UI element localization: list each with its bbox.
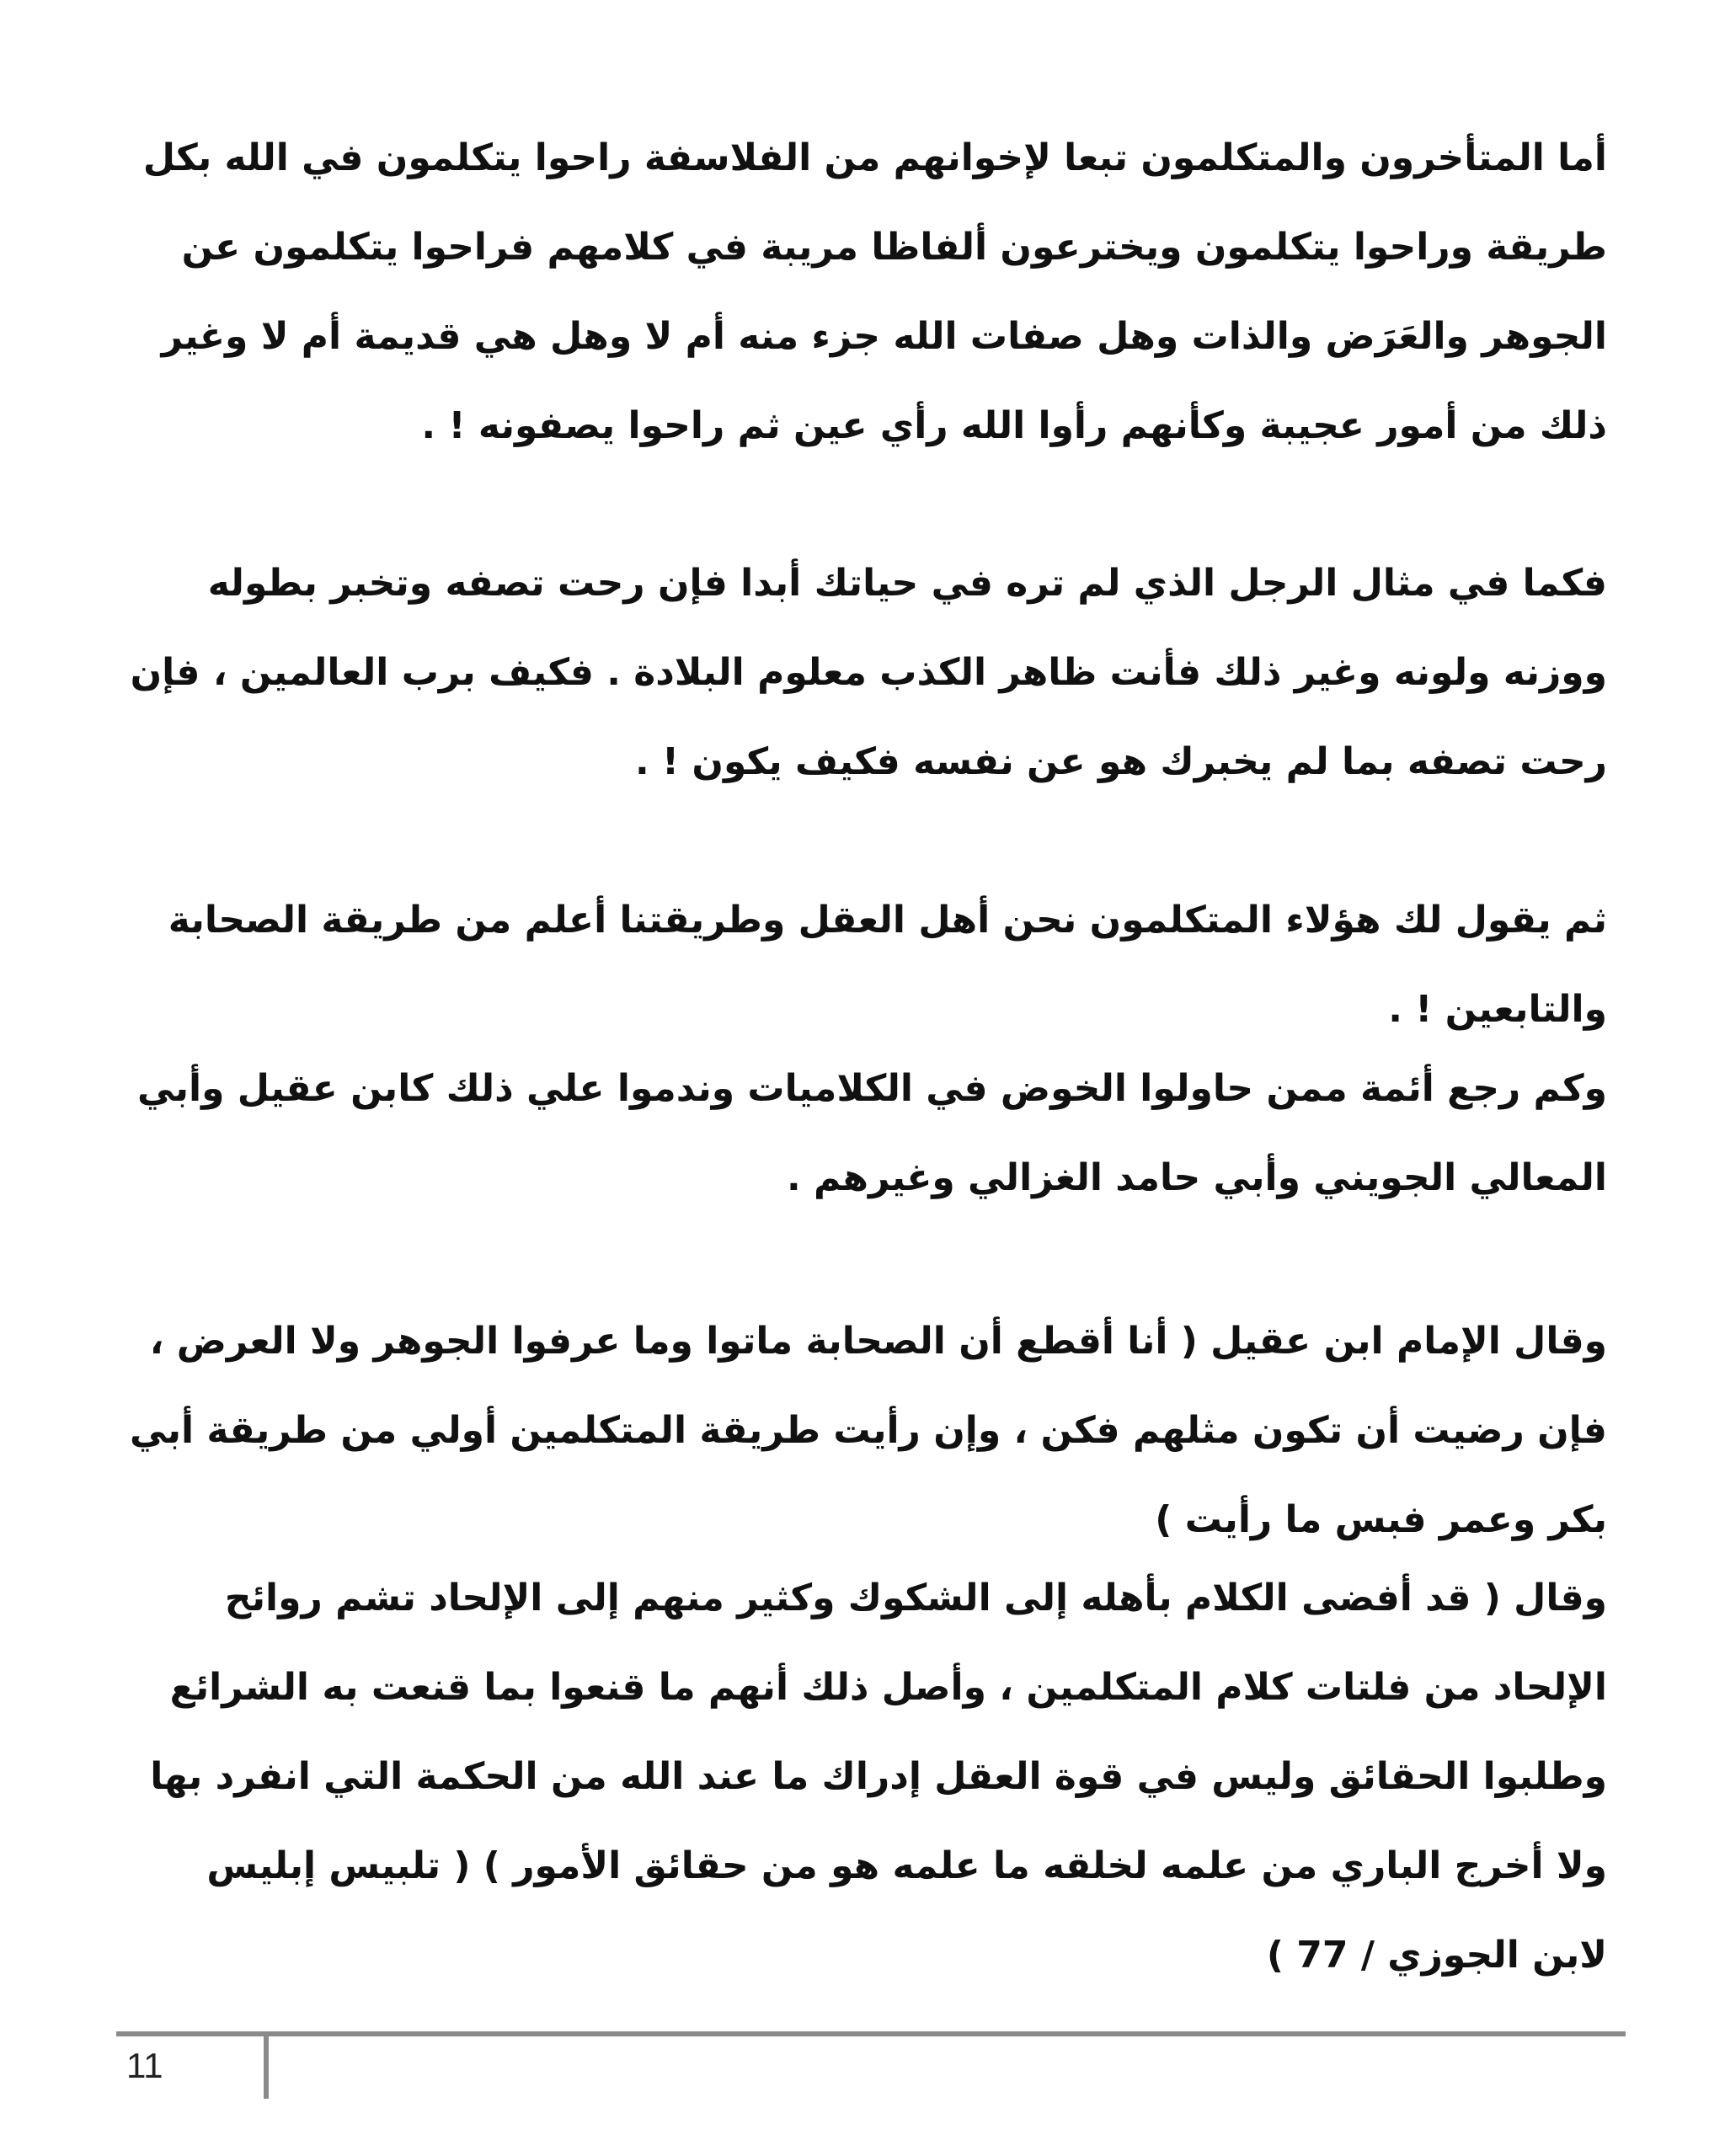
footer-divider	[264, 2031, 269, 2099]
body-paragraph-1: أما المتأخرون والمتكلمون تبعا لإخوانهم من الفلاسفة راحوا يتكلمون في الله بكل طريقة وراحوا يتكلمون ويخترعون ألفاظا مريبة في كلامهم فراحوا يتكلمون عن الجوهر والعَرَض والذات وهل صفات الله جزء منه أم لا وهل هي قديمة أم لا وغير ذلك من أمور عجيبة وكأنهم رأوا الله رأي عين ثم راحوا يصفونه ! .	[142, 136, 1607, 447]
page-number: 11	[126, 2046, 163, 2085]
footer-rule	[116, 2031, 1626, 2036]
body-paragraph-6: وقال ( قد أفضى الكلام بأهله إلى الشكوك وكثير منهم إلى الإلحاد تشم روائح الإلحاد من فلتات كلام المتكلمين ، وأصل ذلك أنهم ما قنعوا بما قنعت به الشرائع وطلبوا الحقائق وليس في قوة العقل إدراك ما عند الله من الحكمة التي انفرد بها ولا أخرج الباري من علمه لخلقه ما علمه هو من حقائق الأمور ) ( تلبيس إبليس لابن الجوزي / 77 )	[150, 1577, 1607, 1977]
body-paragraph-2: فكما في مثال الرجل الذي لم تره في حياتك أبدا فإن رحت تصفه وتخبر بطوله ووزنه ولونه وغير ذلك فأنت ظاهر الكذب معلوم البلادة . فكيف برب العالمين ، فإن رحت تصفه بما لم يخبرك هو عن نفسه فكيف يكون ! .	[130, 562, 1607, 783]
body-paragraph-3: ثم يقول لك هؤلاء المتكلمون نحن أهل العقل وطريقتنا أعلم من طريقة الصحابة والتابعين ! .	[168, 899, 1607, 1031]
body-paragraph-4: وكم رجع أئمة ممن حاولوا الخوض في الكلاميات وندموا علي ذلك كابن عقيل وأبي المعالي الجويني وأبي حامد الغزالي وغيرهم .	[137, 1067, 1607, 1199]
body-paragraph-5: وقال الإمام ابن عقيل ( أنا أقطع أن الصحابة ماتوا وما عرفوا الجوهر ولا العرض ، فإن رضيت أن تكون مثلهم فكن ، وإن رأيت طريقة المتكلمين أولي من طريقة أبي بكر وعمر فبس ما رأيت )	[129, 1320, 1607, 1541]
